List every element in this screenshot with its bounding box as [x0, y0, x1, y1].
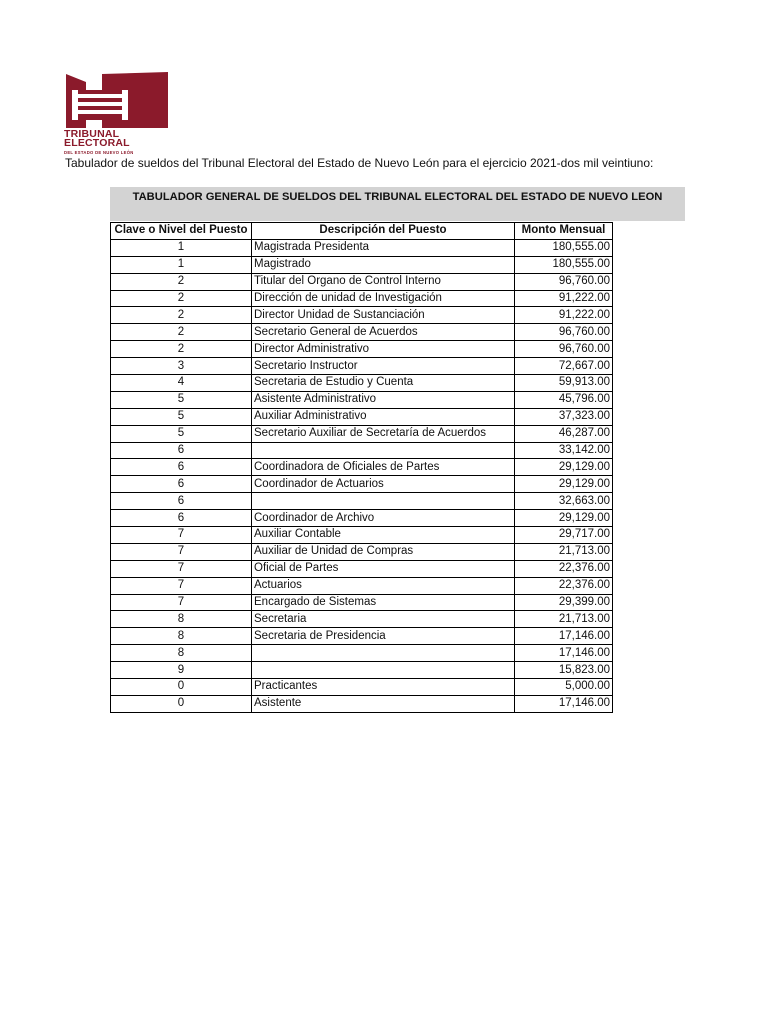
table-row — [111, 459, 613, 476]
table-row — [111, 527, 613, 544]
table-row — [111, 577, 613, 594]
nivel-cell: 8 — [111, 645, 252, 662]
nivel-cell: 7 — [111, 577, 252, 594]
table-row — [111, 695, 613, 712]
descripcion-cell: Titular del Organo de Control Interno — [252, 273, 515, 290]
tribunal-electoral-logo — [64, 72, 170, 156]
monto-cell: 96,760.00 — [515, 341, 613, 358]
monto-cell: 15,823.00 — [515, 662, 613, 679]
descripcion-cell — [252, 645, 515, 662]
table-row — [111, 307, 613, 324]
monto-cell: 22,376.00 — [515, 560, 613, 577]
nivel-cell: 7 — [111, 594, 252, 611]
table-row — [111, 290, 613, 307]
monto-cell: 45,796.00 — [515, 391, 613, 408]
header-nivel: Clave o Nivel del Puesto — [111, 223, 252, 240]
nivel-cell: 5 — [111, 408, 252, 425]
table-row — [111, 493, 613, 510]
descripcion-cell: Asistente Administrativo — [252, 391, 515, 408]
table-row — [111, 611, 613, 628]
nivel-cell: 5 — [111, 391, 252, 408]
header-monto: Monto Mensual — [515, 223, 613, 240]
nivel-cell: 7 — [111, 527, 252, 544]
monto-cell: 96,760.00 — [515, 324, 613, 341]
table-header-row — [111, 223, 613, 240]
table-row — [111, 256, 613, 273]
monto-cell: 29,717.00 — [515, 527, 613, 544]
monto-cell: 180,555.00 — [515, 256, 613, 273]
table-row — [111, 324, 613, 341]
nivel-cell: 6 — [111, 510, 252, 527]
monto-cell: 22,376.00 — [515, 577, 613, 594]
descripcion-cell — [252, 442, 515, 459]
logo-subtitle: DEL ESTADO DE NUEVO LEÓN — [64, 150, 134, 155]
logo-title — [64, 130, 170, 148]
nivel-cell: 2 — [111, 324, 252, 341]
logo-title-line2: ELECTORAL — [64, 137, 130, 149]
table-row — [111, 408, 613, 425]
descripcion-cell — [252, 493, 515, 510]
descripcion-cell: Coordinadora de Oficiales de Partes — [252, 459, 515, 476]
nivel-cell: 1 — [111, 256, 252, 273]
nivel-cell: 7 — [111, 560, 252, 577]
table-row — [111, 645, 613, 662]
descripcion-cell: Secretario General de Acuerdos — [252, 324, 515, 341]
descripcion-cell: Actuarios — [252, 577, 515, 594]
descripcion-cell: Coordinador de Actuarios — [252, 476, 515, 493]
table-row — [111, 560, 613, 577]
descripcion-cell: Practicantes — [252, 679, 515, 696]
monto-cell: 21,713.00 — [515, 611, 613, 628]
table-row — [111, 425, 613, 442]
nivel-cell: 6 — [111, 476, 252, 493]
nivel-cell: 5 — [111, 425, 252, 442]
nivel-cell: 2 — [111, 290, 252, 307]
nivel-cell: 2 — [111, 341, 252, 358]
nivel-cell: 6 — [111, 459, 252, 476]
monto-cell: 91,222.00 — [515, 290, 613, 307]
descripcion-cell: Secretaria de Estudio y Cuenta — [252, 375, 515, 392]
nivel-cell: 2 — [111, 273, 252, 290]
banner-title: TABULADOR GENERAL DE SUELDOS DEL TRIBUNAL ELECTORAL DEL ESTADO DE NUEVO LEON — [132, 191, 663, 203]
nivel-cell: 1 — [111, 239, 252, 256]
table-row — [111, 358, 613, 375]
logo-emblem-icon — [64, 72, 170, 130]
table-row — [111, 375, 613, 392]
monto-cell: 96,760.00 — [515, 273, 613, 290]
monto-cell: 17,146.00 — [515, 645, 613, 662]
nivel-cell: 0 — [111, 679, 252, 696]
monto-cell: 32,663.00 — [515, 493, 613, 510]
nivel-cell: 2 — [111, 307, 252, 324]
monto-cell: 29,129.00 — [515, 459, 613, 476]
table-row — [111, 239, 613, 256]
monto-cell: 21,713.00 — [515, 543, 613, 560]
table-row — [111, 273, 613, 290]
salary-table — [110, 222, 613, 713]
nivel-cell: 3 — [111, 358, 252, 375]
table-row — [111, 679, 613, 696]
descripcion-cell: Coordinador de Archivo — [252, 510, 515, 527]
nivel-cell: 9 — [111, 662, 252, 679]
monto-cell: 17,146.00 — [515, 628, 613, 645]
table-row — [111, 442, 613, 459]
monto-cell: 29,129.00 — [515, 476, 613, 493]
monto-cell: 37,323.00 — [515, 408, 613, 425]
table-row — [111, 662, 613, 679]
table-row — [111, 510, 613, 527]
descripcion-cell: Secretaria — [252, 611, 515, 628]
table-banner — [110, 187, 685, 221]
monto-cell: 29,399.00 — [515, 594, 613, 611]
monto-cell: 91,222.00 — [515, 307, 613, 324]
nivel-cell: 6 — [111, 442, 252, 459]
monto-cell: 29,129.00 — [515, 510, 613, 527]
nivel-cell: 4 — [111, 375, 252, 392]
header-descripcion: Descripción del Puesto — [252, 223, 515, 240]
descripcion-cell: Asistente — [252, 695, 515, 712]
descripcion-cell: Director Administrativo — [252, 341, 515, 358]
descripcion-cell: Secretaria de Presidencia — [252, 628, 515, 645]
monto-cell: 17,146.00 — [515, 695, 613, 712]
monto-cell: 5,000.00 — [515, 679, 613, 696]
descripcion-cell: Magistrado — [252, 256, 515, 273]
descripcion-cell: Encargado de Sistemas — [252, 594, 515, 611]
nivel-cell: 8 — [111, 611, 252, 628]
monto-cell: 180,555.00 — [515, 239, 613, 256]
table-row — [111, 543, 613, 560]
logo-title-line1: TRIBUNAL — [64, 128, 120, 140]
table-row — [111, 594, 613, 611]
descripcion-cell: Secretario Auxiliar de Secretaría de Acuerdos — [252, 425, 515, 442]
descripcion-cell: Secretario Instructor — [252, 358, 515, 375]
descripcion-cell — [252, 662, 515, 679]
monto-cell: 72,667.00 — [515, 358, 613, 375]
nivel-cell: 8 — [111, 628, 252, 645]
descripcion-cell: Oficial de Partes — [252, 560, 515, 577]
monto-cell: 33,142.00 — [515, 442, 613, 459]
nivel-cell: 6 — [111, 493, 252, 510]
table-row — [111, 476, 613, 493]
monto-cell: 59,913.00 — [515, 375, 613, 392]
nivel-cell: 0 — [111, 695, 252, 712]
descripcion-cell: Auxiliar Administrativo — [252, 408, 515, 425]
table-row — [111, 341, 613, 358]
descripcion-cell: Dirección de unidad de Investigación — [252, 290, 515, 307]
nivel-cell: 7 — [111, 543, 252, 560]
table-row — [111, 391, 613, 408]
table-row — [111, 628, 613, 645]
intro-text: Tabulador de sueldos del Tribunal Electoral del Estado de Nuevo León para el ejercicio 2021-dos mil veintiuno: — [65, 156, 654, 170]
descripcion-cell: Director Unidad de Sustanciación — [252, 307, 515, 324]
descripcion-cell: Auxiliar Contable — [252, 527, 515, 544]
descripcion-cell: Auxiliar de Unidad de Compras — [252, 543, 515, 560]
monto-cell: 46,287.00 — [515, 425, 613, 442]
descripcion-cell: Magistrada Presidenta — [252, 239, 515, 256]
